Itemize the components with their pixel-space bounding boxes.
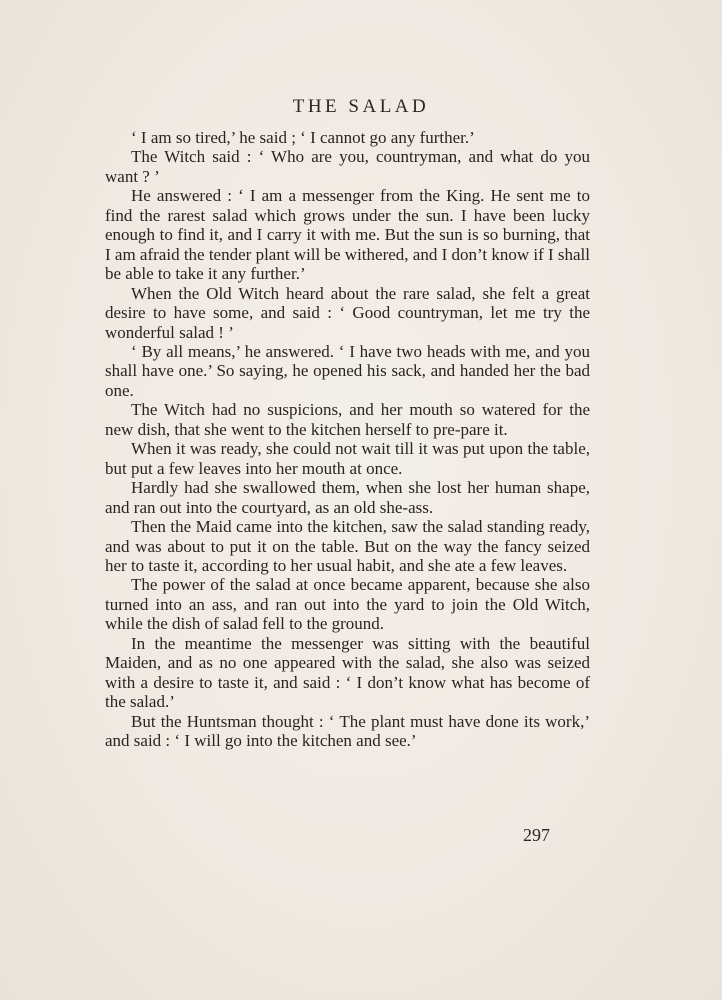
paragraph: In the meantime the messenger was sitting with the beautiful Maiden, and as no one appeared with the salad, she also was seized with a desire to taste it, and said : ‘ I don’t know what has become of the salad.’ [105, 633, 590, 712]
running-head: THE SALAD [292, 96, 430, 117]
paragraph: The Witch said : ‘ Who are you, countryman, and what do you want ? ’ [105, 147, 590, 186]
paragraph: The Witch had no suspicions, and her mouth so watered for the new dish, that she went to the kitchen herself to pre-pare it. [105, 400, 590, 439]
body-text [105, 128, 590, 751]
paragraph: When it was ready, she could not wait till it was put upon the table, but put a few leaves into her mouth at once. [105, 439, 590, 478]
paragraph: Then the Maid came into the kitchen, saw the salad standing ready, and was about to put it on the table. But on the way the fancy seized her to taste it, according to her usual habit, and she ate a few leaves. [105, 517, 590, 575]
paragraph: When the Old Witch heard about the rare salad, she felt a great desire to have some, and said : ‘ Good countryman, let me try the wonderful salad ! ’ [105, 283, 590, 342]
paragraph: But the Huntsman thought : ‘ The plant must have done its work,’ and said : ‘ I will go into the kitchen and see.’ [105, 711, 590, 751]
paragraph: The power of the salad at once became apparent, because she also turned into an ass, and ran out into the yard to join the Old Witch, while the dish of salad fell to the ground. [105, 575, 590, 634]
paragraph: ‘ I am so tired,’ he said ; ‘ I cannot go any further.’ [131, 128, 475, 147]
page-number: 297 [523, 825, 550, 845]
paragraph: He answered : ‘ I am a messenger from the King. He sent me to find the rarest salad which grows under the sun. I have been lucky enough to find it, and I carry it with me. But the sun is so burning, that I am afraid the tender plant will be withered, and I don’t know if I shall be able to take it any further.’ [105, 186, 590, 284]
paragraph: ‘ By all means,’ he answered. ‘ I have two heads with me, and you shall have one.’ So saying, he opened his sack, and handed her the bad one. [105, 341, 590, 400]
paragraph: Hardly had she swallowed them, when she lost her human shape, and ran out into the courtyard, as an old she-ass. [105, 478, 590, 517]
